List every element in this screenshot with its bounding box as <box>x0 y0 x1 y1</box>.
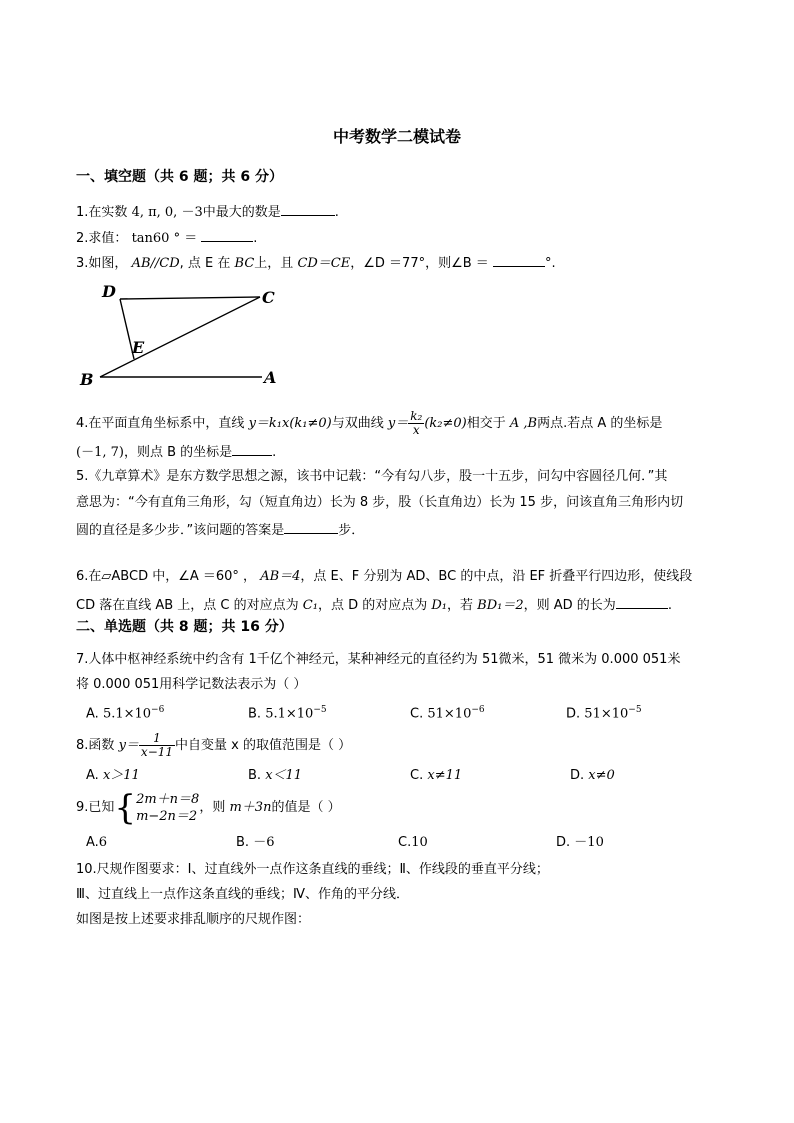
question-6-line-2 <box>76 594 672 615</box>
q6-d1: D₁ <box>431 598 448 613</box>
q3-relation-equal: CD＝CE <box>297 256 351 271</box>
q8-option-d-value: x≠0 <box>588 768 615 783</box>
q9-equation-2: m−2n＝2 <box>136 808 198 824</box>
q8-option-a-label: A. <box>86 768 99 783</box>
q8-text-a: 函数 <box>88 738 115 753</box>
q3-number: 3. <box>76 256 89 271</box>
q6-answer-blank[interactable] <box>616 594 668 609</box>
q2-number: 2. <box>76 231 89 246</box>
q2-text-a: 求值： <box>88 231 128 246</box>
question-4-line-1 <box>76 410 662 437</box>
label-b: B <box>80 370 94 389</box>
segment-cb <box>100 297 260 377</box>
q8-fraction-numerator: 1 <box>139 732 175 746</box>
q7-option-b-label: B. <box>248 706 262 722</box>
q9-text-c: 的值是（ ） <box>271 800 341 815</box>
section-heading-fill-blank: 一、填空题（共 6 题；共 6 分） <box>76 169 283 185</box>
q5-line-3 <box>76 519 364 540</box>
q4-answer-blank[interactable] <box>232 441 272 456</box>
q9-option-d-label: D. <box>556 835 571 850</box>
q3-segment: BC <box>234 256 255 271</box>
q9-option-b-label: B. <box>236 835 250 850</box>
q2-answer-blank[interactable] <box>201 227 253 242</box>
q9-option-b[interactable] <box>236 834 274 852</box>
q6-text-a: 在▱ABCD 中，∠A ＝60° ， <box>88 569 257 584</box>
q4-coordinate: (－1, 7) <box>76 445 124 460</box>
q4-number: 4. <box>76 416 89 431</box>
q9-number: 9. <box>76 800 89 815</box>
q9-text-a: 已知 <box>88 800 115 815</box>
q7-option-c[interactable] <box>410 701 485 723</box>
q4-hyperbola-y: y＝ <box>387 416 409 431</box>
q8-option-d-label: D. <box>570 768 585 783</box>
q5-line-2: 意思为：“今有直角三角形，勾（短直角边）长为 8 步，股（长直角边）长为 15 步，问该直角三角形内切 <box>76 495 684 510</box>
q7-line-2: 将 0.000 051用科学记数法表示为（ ） <box>76 677 307 692</box>
section-heading-single-choice: 二、单选题（共 8 题；共 16 分） <box>76 619 293 635</box>
label-a: A <box>264 368 277 387</box>
question-2 <box>76 227 257 248</box>
q4-fraction-denominator: x <box>412 423 420 437</box>
page-title: 中考数学二模试卷 <box>332 127 461 146</box>
q1-text-b: 中最大的数是 <box>202 205 281 220</box>
q7-option-d-value: 51×10 <box>584 706 629 722</box>
q3-text-a: 如图， <box>88 256 128 271</box>
q9-brace-icon: { <box>114 787 137 828</box>
q8-option-a-value: x＞11 <box>102 768 140 783</box>
q9-option-b-value: －6 <box>253 835 275 850</box>
q8-number: 8. <box>76 738 89 753</box>
q2-expression: tan60 ° ＝ <box>131 231 198 246</box>
question-8 <box>76 732 351 760</box>
q9-option-d[interactable] <box>556 834 604 852</box>
q4-hyperbola-condition: (k₂≠0) <box>424 416 467 431</box>
q8-option-c-value: x≠11 <box>427 768 463 783</box>
q4-text-b: 与双曲线 <box>331 416 384 431</box>
q3-figure <box>76 280 296 390</box>
q7-option-b-value: 5.1×10 <box>265 706 314 722</box>
question-3 <box>76 252 556 273</box>
label-c: C <box>262 288 275 307</box>
q4-text-d: 两点.若点 A 的坐标是 <box>537 416 663 431</box>
q7-option-b-exponent: −5 <box>313 705 327 715</box>
q6-equation: AB＝4 <box>260 569 301 584</box>
q9-expression: m＋3n <box>229 800 272 815</box>
q7-option-a-label: A. <box>86 706 99 722</box>
q3-relation-parallel: AB//CD <box>131 256 180 271</box>
question-1 <box>76 201 339 222</box>
q4-text-e: ，则点 B 的坐标是 <box>123 445 233 460</box>
q4-fraction-numerator: k₂ <box>410 409 423 423</box>
question-9 <box>76 787 341 828</box>
q3-text-b: , 点 E 在 <box>179 256 231 271</box>
q9-option-a-value: 6 <box>98 835 108 850</box>
q7-option-c-exponent: −6 <box>471 705 485 715</box>
q8-option-c-label: C. <box>410 768 424 783</box>
q4-hyperbola-fraction <box>408 410 424 437</box>
q5-text-b: 步． <box>338 523 365 538</box>
label-e: E <box>132 338 145 357</box>
q5-answer-blank[interactable] <box>284 519 338 534</box>
q1-end: . <box>334 205 339 220</box>
q8-option-b[interactable] <box>248 767 302 785</box>
q3-text-d: ，∠D ＝77°，则∠B ＝ <box>350 256 489 271</box>
q7-option-b[interactable] <box>248 701 327 723</box>
q8-option-b-label: B. <box>248 768 262 783</box>
q9-option-c-label: C. <box>398 835 412 850</box>
q4-end: . <box>272 445 277 460</box>
segment-dc <box>120 297 260 299</box>
q1-text-a: 在实数 <box>88 205 128 220</box>
q6-end: . <box>667 598 672 613</box>
q6-c1: C₁ <box>302 598 318 613</box>
q8-option-a[interactable] <box>86 767 140 785</box>
q7-option-d[interactable] <box>566 701 642 723</box>
q6-line2a: CD 落在直线 AB 上，点 C 的对应点为 <box>76 598 299 613</box>
q7-option-a-exponent: −6 <box>151 705 165 715</box>
q6-line2b: ，点 D 的对应点为 <box>317 598 428 613</box>
q5-line-1: 5.《九章算术》是东方数学思想之源，该书中记载：“今有勾八步，股一十五步，问勾中容圆径几何．”其 <box>76 469 668 484</box>
q5-text-a: 圆的直径是多少步．”该问题的答案是 <box>76 523 285 538</box>
q4-points: A ,B <box>509 416 538 431</box>
q9-equation-system <box>136 791 199 825</box>
q7-option-d-exponent: −5 <box>628 705 642 715</box>
q8-option-b-value: x＜11 <box>265 768 303 783</box>
q7-option-a-value: 5.1×10 <box>102 706 152 722</box>
label-d: D <box>102 282 116 301</box>
question-4-line-2 <box>76 441 276 462</box>
q8-fraction-denominator: x−11 <box>140 745 174 759</box>
q3-answer-blank[interactable] <box>493 252 545 267</box>
q9-equation-1: 2m＋n＝8 <box>136 791 200 807</box>
q3-text-c: 上，且 <box>254 256 294 271</box>
q8-fraction <box>139 732 175 759</box>
q9-option-d-value: －10 <box>574 835 604 850</box>
q10-line-1: 10.尺规作图要求：Ⅰ、过直线外一点作这条直线的垂线；Ⅱ、作线段的垂直平分线； <box>76 862 549 877</box>
q2-end: . <box>253 231 258 246</box>
q8-text-b: 中自变量 x 的取值范围是（ ） <box>175 738 352 753</box>
q6-number: 6. <box>76 569 89 584</box>
q1-number: 1. <box>76 205 89 220</box>
q9-option-c-value: 10 <box>411 835 428 850</box>
q10-line-2: Ⅲ、过直线上一点作这条直线的垂线；Ⅳ、作角的平分线． <box>76 887 409 902</box>
q9-option-c[interactable] <box>398 834 428 852</box>
q4-text-a: 在平面直角坐标系中，直线 <box>88 416 245 431</box>
q8-y: y＝ <box>118 738 139 753</box>
q4-text-c: 相交于 <box>466 416 506 431</box>
q7-option-d-label: D. <box>566 706 581 722</box>
q6-line2d: ，则 AD 的长为 <box>523 598 616 613</box>
q4-line-equation: y＝k₁x(k₁≠0) <box>248 416 332 431</box>
q7-line-1: 7.人体中枢神经系统中约含有 1千亿个神经元，某种神经元的直径约为 51微米，51 微米为 0.000 051米 <box>76 652 681 667</box>
q7-option-c-label: C. <box>410 706 424 722</box>
q9-option-a[interactable] <box>86 834 107 852</box>
q10-line-3: 如图是按上述要求排乱顺序的尺规作图： <box>76 912 311 927</box>
q1-answer-blank[interactable] <box>281 201 335 216</box>
q7-option-a[interactable] <box>86 701 164 723</box>
question-6-line-1 <box>76 568 692 586</box>
q6-bd1: BD₁＝2 <box>477 598 524 613</box>
q3-end: °. <box>544 256 556 271</box>
q6-line2c: ，若 <box>447 598 474 613</box>
q6-text-b: ，点 E、F 分别为 AD、BC 的中点，沿 EF 折叠平行四边形，使线段 <box>300 569 693 584</box>
q9-option-a-label: A. <box>86 835 99 850</box>
q8-option-c[interactable] <box>410 767 462 785</box>
q9-text-b: ，则 <box>199 800 226 815</box>
q8-option-d[interactable] <box>570 767 615 785</box>
q7-option-c-value: 51×10 <box>427 706 472 722</box>
q1-values: 4, π, 0, －3 <box>131 205 203 220</box>
